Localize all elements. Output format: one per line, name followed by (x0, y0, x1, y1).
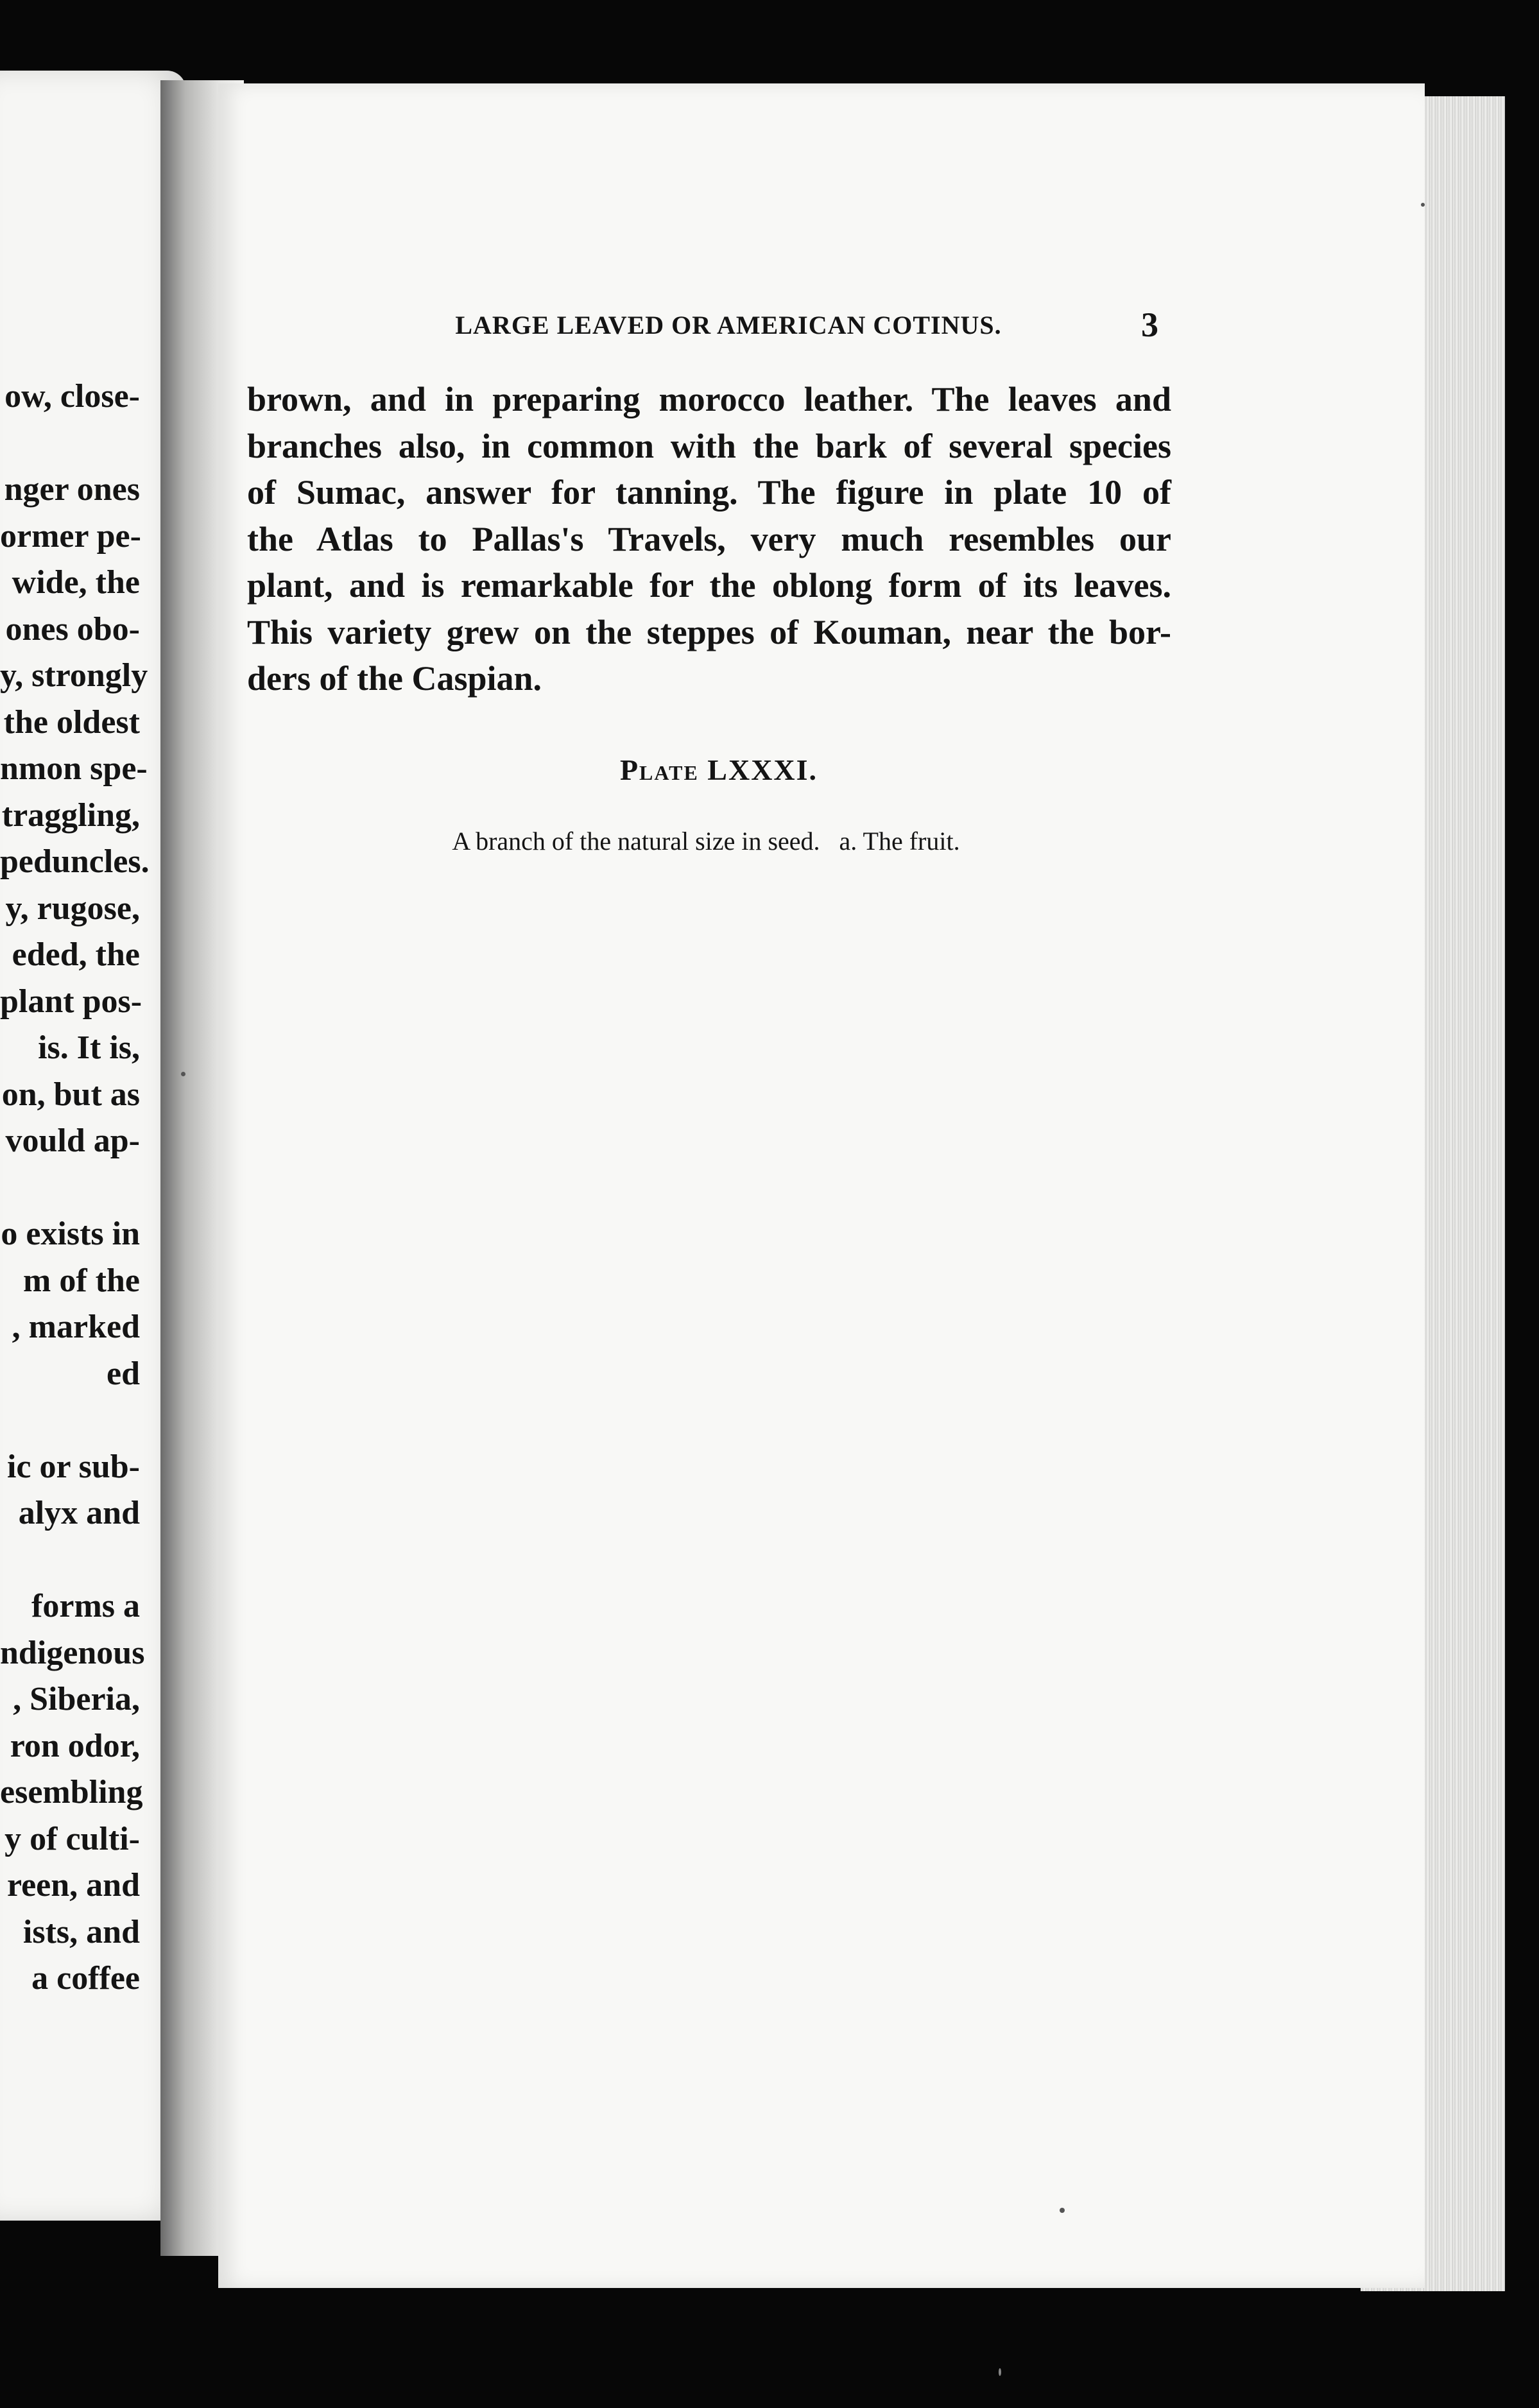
left-line: is. It is, (38, 1029, 140, 1066)
left-line (0, 420, 140, 467)
left-line: forms a (31, 1588, 140, 1624)
body-line: plant, and is remarkable for the oblong form of its leaves. (247, 566, 1171, 605)
left-line: esembling (0, 1774, 143, 1810)
body-line: brown, and in preparing morocco leather. The leaves and (247, 380, 1171, 418)
left-line: nger ones (4, 471, 140, 508)
body-paragraph (247, 376, 1171, 702)
left-line: ists, and (22, 1913, 140, 1950)
left-line: ic or sub- (6, 1448, 140, 1485)
left-line: y of culti- (4, 1820, 140, 1857)
running-head: LARGE LEAVED OR AMERICAN COTINUS. (455, 311, 1002, 340)
left-line: , Siberia, (13, 1681, 140, 1717)
left-line: o exists in (1, 1216, 140, 1252)
plate-caption: A branch of the natural size in seed. a. The fruit. (452, 827, 960, 856)
left-line: nmon spe- (0, 750, 148, 787)
left-line: alyx and (18, 1495, 140, 1531)
left-line: wide, the (12, 564, 140, 601)
left-line: ron odor, (10, 1727, 140, 1764)
left-line: plant pos- (0, 983, 142, 1020)
body-line: of Sumac, answer for tanning. The figure in plate 10 of (247, 473, 1171, 512)
page-number: 3 (1141, 305, 1158, 344)
body-line: This variety grew on the steppes of Kouman, near the bor- (247, 612, 1171, 651)
dust-speck (181, 1072, 185, 1076)
left-line: ed (107, 1355, 140, 1392)
body-line: ders of the Caspian. (247, 659, 542, 698)
left-line: y, strongly (0, 657, 148, 694)
left-page-text (0, 374, 150, 2002)
left-line: on, but as (1, 1076, 140, 1113)
left-line: peduncles. (0, 843, 150, 880)
body-line: branches also, in common with the bark of several species (247, 426, 1171, 465)
left-line: ones obo- (5, 610, 140, 648)
dust-speck (999, 2368, 1001, 2376)
left-line (0, 1537, 140, 1584)
dust-speck (1421, 203, 1425, 207)
left-line: the oldest (3, 703, 140, 741)
left-line: vould ap- (5, 1122, 140, 1159)
left-line: , marked (12, 1309, 140, 1345)
plate-title: Plate LXXXI. (619, 753, 818, 786)
left-line (0, 1165, 140, 1212)
left-line: traggling, (1, 796, 140, 834)
left-line: m of the (23, 1262, 140, 1299)
left-line: y, rugose, (5, 890, 140, 927)
dust-speck (1060, 2208, 1065, 2213)
left-line: reen, and (6, 1867, 140, 1904)
left-page (0, 71, 186, 2221)
left-line: ow, close- (4, 378, 140, 415)
body-line: the Atlas to Pallas's Travels, very much resembles our (247, 519, 1171, 558)
left-line (0, 1397, 140, 1444)
left-line: a coffee (31, 1960, 140, 1997)
left-line: eded, the (12, 936, 140, 973)
left-line: ormer pe- (0, 517, 141, 555)
left-line: ndigenous (0, 1634, 145, 1671)
